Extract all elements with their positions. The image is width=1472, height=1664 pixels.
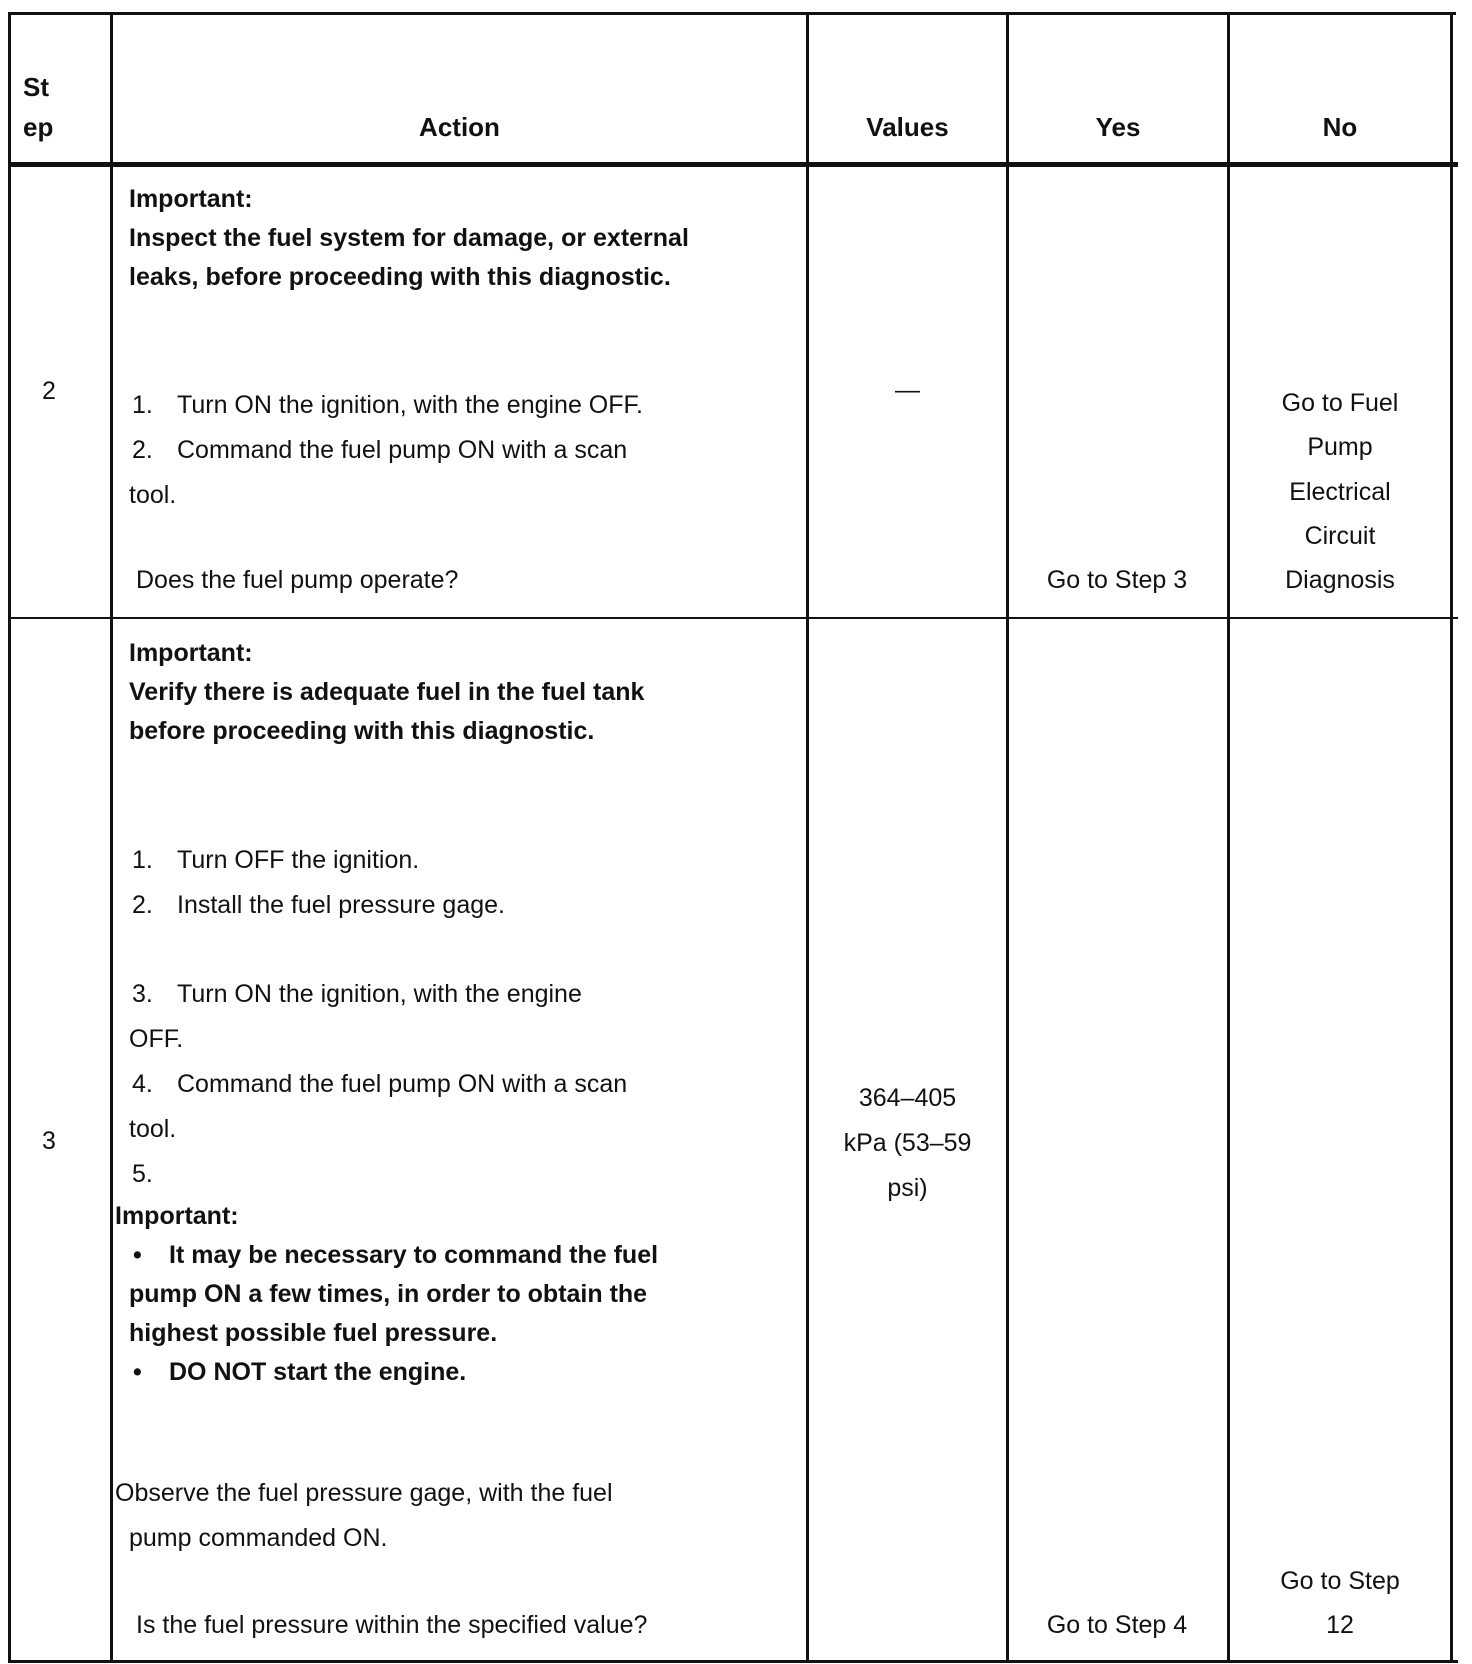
- bullet-icon: •: [133, 1241, 142, 1269]
- header-bottom-border: [8, 162, 1458, 167]
- header-yes: Yes: [1095, 112, 1141, 142]
- important-label: Important:: [129, 185, 253, 213]
- header-step-line2: ep: [23, 112, 54, 142]
- list-item-text: Install the fuel pressure gage.: [177, 891, 505, 919]
- no-text-line2: Pump: [1307, 433, 1373, 461]
- header-action: Action: [419, 112, 500, 142]
- question-text: Does the fuel pump operate?: [136, 566, 459, 594]
- no-text-line1: Go to Step: [1280, 1567, 1400, 1595]
- no-text-line4: Circuit: [1304, 522, 1376, 550]
- row-divider: [8, 617, 1458, 619]
- list-item-text: Turn OFF the ignition.: [177, 846, 420, 874]
- column-divider-action: [806, 12, 809, 1663]
- list-item-text: Turn ON the ignition, with the engine: [177, 980, 582, 1008]
- table-top-border: [8, 12, 1456, 15]
- list-item-continuation: OFF.: [129, 1025, 184, 1053]
- bullet-text: DO NOT start the engine.: [169, 1358, 467, 1386]
- step-number: 3: [42, 1127, 56, 1155]
- important-text-line2: leaks, before proceeding with this diagnostic.: [129, 263, 671, 291]
- column-divider-step: [110, 12, 113, 1663]
- observe-text-line2: pump commanded ON.: [129, 1524, 388, 1552]
- list-item-text: Turn ON the ignition, with the engine OFF.: [177, 391, 643, 419]
- observe-text-line1: Observe the fuel pressure gage, with the fuel: [115, 1479, 613, 1507]
- value-text-line1: 364–405: [858, 1084, 957, 1112]
- table-right-border: [1450, 12, 1453, 1663]
- important-label: Important:: [129, 639, 253, 667]
- no-text-line5: Diagnosis: [1285, 566, 1395, 594]
- step-number: 2: [42, 377, 56, 405]
- bullet-text-line2: pump ON a few times, in order to obtain the: [129, 1280, 648, 1308]
- list-item-number: 3.: [132, 980, 153, 1008]
- no-text-line1: Go to Fuel: [1281, 389, 1399, 417]
- list-item-number: 5.: [132, 1160, 153, 1188]
- important-text-line1: Inspect the fuel system for damage, or external: [129, 224, 689, 252]
- no-text-line2: 12: [1326, 1611, 1354, 1639]
- list-item-number: 4.: [132, 1070, 153, 1098]
- yes-text: Go to Step 3: [1046, 566, 1188, 594]
- bullet-text-line1: It may be necessary to command the fuel: [169, 1241, 659, 1269]
- no-text-line3: Electrical: [1289, 478, 1391, 506]
- list-item-text: Command the fuel pump ON with a scan: [177, 1070, 628, 1098]
- list-item-continuation: tool.: [129, 481, 177, 509]
- column-divider-values: [1006, 12, 1009, 1663]
- important-label: Important:: [115, 1202, 239, 1230]
- header-no: No: [1322, 112, 1358, 142]
- bullet-icon: •: [133, 1358, 142, 1386]
- header-step-line1: St: [23, 72, 49, 102]
- table-bottom-border: [8, 1660, 1458, 1663]
- value-text-line2: kPa (53–59: [843, 1129, 972, 1157]
- value-text-line3: psi): [887, 1174, 928, 1202]
- list-item-number: 1.: [132, 391, 153, 419]
- question-text: Is the fuel pressure within the specified value?: [136, 1611, 648, 1639]
- bullet-text-line3: highest possible fuel pressure.: [129, 1319, 498, 1347]
- header-values: Values: [866, 112, 949, 142]
- list-item-number: 2.: [132, 891, 153, 919]
- important-text-line1: Verify there is adequate fuel in the fuel tank: [129, 678, 645, 706]
- yes-text: Go to Step 4: [1046, 1611, 1188, 1639]
- list-item-number: 1.: [132, 846, 153, 874]
- list-item-continuation: tool.: [129, 1115, 177, 1143]
- important-text-line2: before proceeding with this diagnostic.: [129, 717, 595, 745]
- value-text: —: [895, 376, 920, 404]
- column-divider-yes: [1227, 12, 1230, 1663]
- list-item-text: Command the fuel pump ON with a scan: [177, 436, 628, 464]
- table-left-border: [8, 12, 11, 1663]
- list-item-number: 2.: [132, 436, 153, 464]
